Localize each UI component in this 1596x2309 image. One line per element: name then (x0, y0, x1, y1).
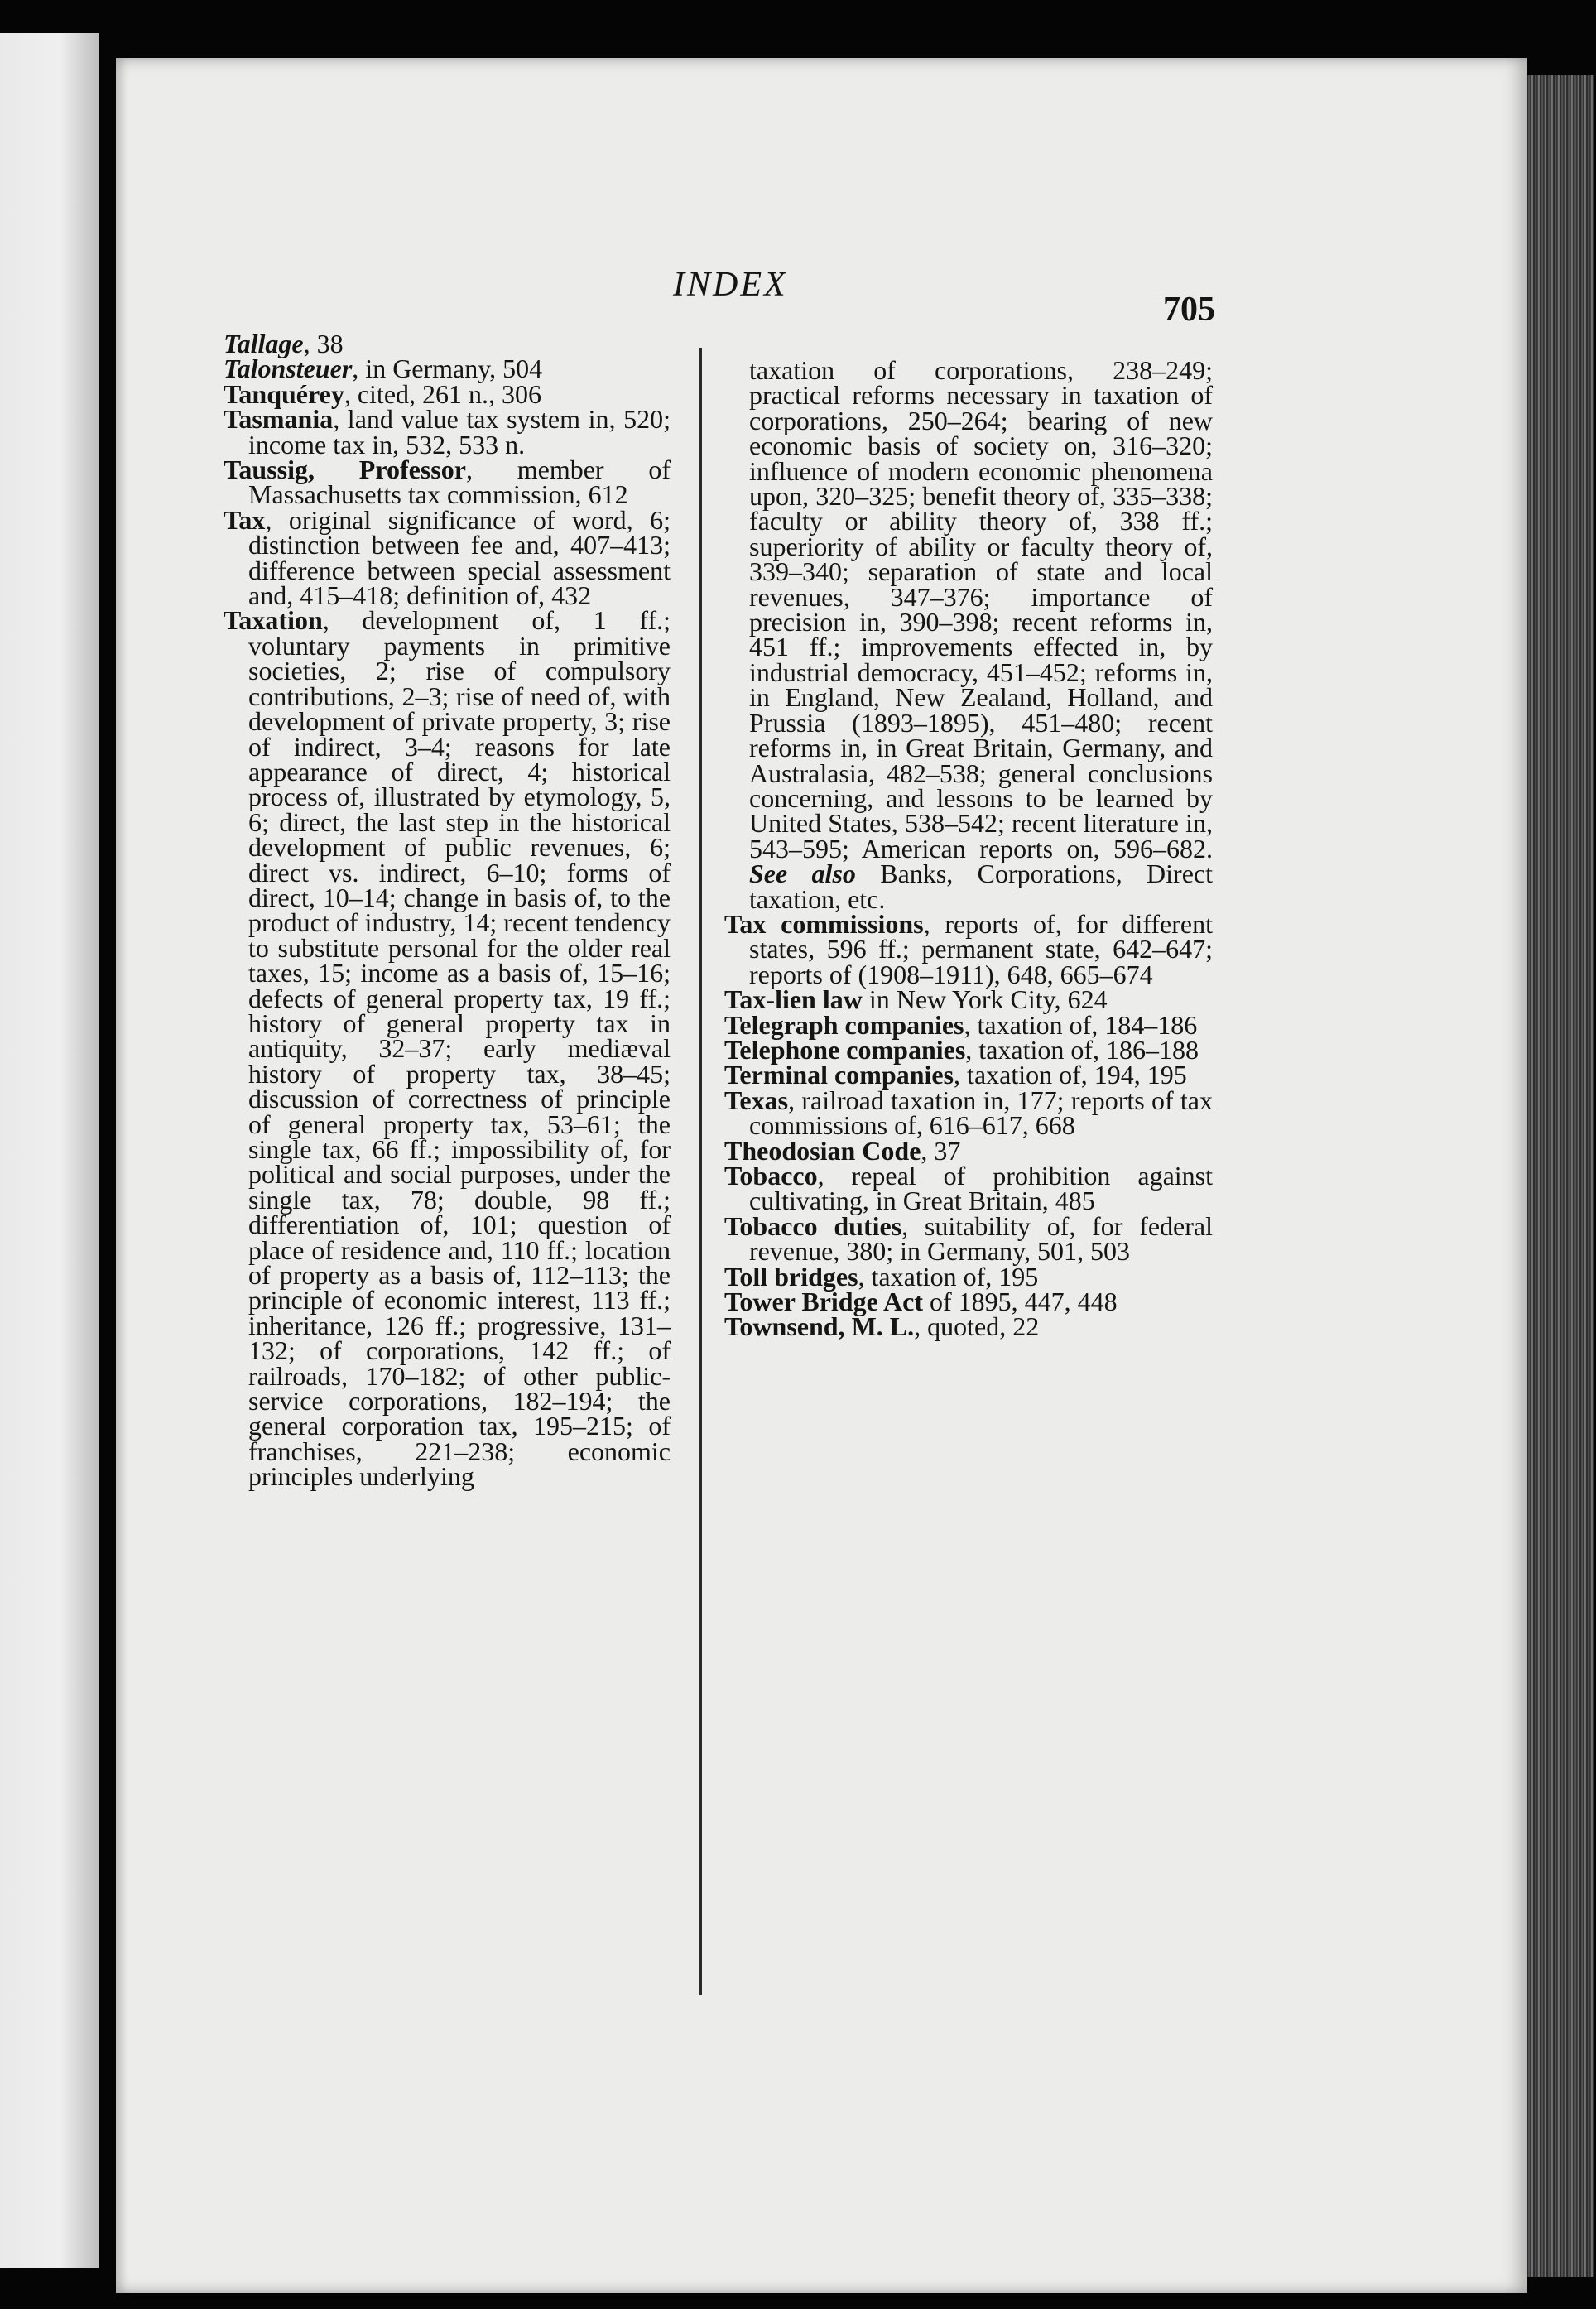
index-term: Taussig, Professor (224, 455, 466, 485)
index-entry (224, 354, 671, 384)
index-locators: , taxation of, 194, 195 (954, 1060, 1187, 1090)
index-term: Tanquérey (224, 378, 344, 409)
index-locators: , development of, 1 ff.; voluntary payments in primitive societies, 2; rise of compulsory contributions, 2–3; rise of need of, with development of private property, 3; rise of indirect, 3–4; reasons for late appearance of direct, 4; historical process of, illustrated by etymology, 5, 6; direct, the last step in the historical development of public revenues, 6; direct vs. indirect, 6–10; forms of direct, 10–14; change in basis of, to the product of industry, 14; recent tendency to substitute personal for the older real taxes, 15; income as a basis of, 15–16; defects of general property tax, 19 ff.; history of general property tax in antiquity, 32–37; early mediæval history of property tax, 38–45; discussion of correctness of principle of general property tax, 53–61; the single tax, 66 ff.; impossibility of, for political and social purposes, under the single tax, 78; double, 98 ff.; differentiation of, 101; question of place of residence and, 110 ff.; location of property as a basis of, 112–113; the principle of economic interest, 113 ff.; inheritance, 126 ff.; progressive, 131–132; of corporations, 142 ff.; of railroads, 170–182; of other public-service corporations, 182–194; the general corporation tax, 195–215; of franchises, 221–238; economic principles underlying (248, 605, 671, 1492)
index-locators: , reports of, for different states, 596 ff.; permanent state, 642–647; reports of (1908–1911), 648, 665–674 (749, 908, 1214, 989)
see-also-label: See also (749, 859, 856, 889)
running-head: INDEX (673, 266, 788, 304)
index-entry (724, 1135, 1213, 1166)
facing-page-edge (0, 33, 99, 2268)
index-locators: , taxation of, 186–188 (965, 1034, 1199, 1065)
index-term: Talonsteuer (224, 354, 353, 384)
index-locators: , cited, 261 n., 306 (344, 378, 542, 409)
index-term: Townsend, M. L. (724, 1311, 915, 1342)
index-entry (724, 1210, 1214, 1267)
index-locators: , in Germany, 504 (352, 354, 543, 384)
index-entry (724, 1261, 1213, 1292)
index-locators: , member of Massachusetts tax commission, 612 (248, 455, 671, 510)
index-locators: , 38 (303, 329, 344, 358)
index-entry (724, 1060, 1213, 1090)
index-locators: , original significance of word, 6; distinction between fee and, 407–413; difference between special assessment and, 415–418; definition of, 432 (248, 504, 671, 611)
see-also-targets: Banks, Corporations, Direct taxation, etc. (749, 859, 1214, 914)
index-entry (724, 1311, 1213, 1342)
index-term: Terminal companies (724, 1060, 954, 1090)
index-locators: of 1895, 447, 448 (922, 1287, 1118, 1317)
index-locators: , land value tax system in, 520; income tax in, 532, 533 n. (248, 404, 671, 459)
index-locators: , taxation of, 184–186 (964, 1009, 1198, 1040)
index-term: Tobacco duties (724, 1210, 902, 1241)
index-term: Toll bridges (724, 1261, 858, 1292)
index-term: Taxation (224, 605, 323, 636)
index-entry (724, 355, 1214, 914)
index-locators: taxation of corporations, 238–249; practical reforms necessary in taxation of corporations, 250–264; bearing of new economic basis of society on, 316–320; influence of modern economic phenomena upon, 320–325; benefit theory of, 335–338; faculty or ability theory of, 338 ff.; superiority of ability or faculty theory of, 339–340; separation of state and local revenues, 347–376; importance of precision in, 390–398; recent reforms in, 451 ff.; improvements effected in, by industrial democracy, 451–452; reforms in, in England, New Zealand, Holland, and Prussia (1893–1895), 451–480; recent reforms in, in Great Britain, Germany, and Australasia, 482–538; general conclusions concerning, and lessons to be learned by United States, 538–542; recent literature in, 543–595; American reports on, 596–682. (749, 355, 1213, 863)
index-locators: , quoted, 22 (914, 1311, 1040, 1342)
index-entry (724, 1287, 1213, 1317)
index-entry (724, 984, 1213, 1015)
index-entry (224, 455, 671, 510)
index-locators: , suitability of, for federal revenue, 380; in Germany, 501, 503 (749, 1210, 1214, 1267)
index-term: Telegraph companies (724, 1009, 964, 1040)
index-term: Tax (224, 504, 266, 535)
index-entry (724, 908, 1214, 989)
index-entry (224, 406, 671, 457)
index-entry (224, 605, 671, 1492)
index-locators: , 37 (921, 1135, 961, 1166)
index-term: Tax commissions (724, 908, 924, 939)
index-entry (724, 1085, 1213, 1141)
index-term: Theodosian Code (724, 1135, 921, 1166)
index-term: Tobacco (724, 1161, 818, 1191)
page-number: 705 (1163, 291, 1215, 329)
page-stack-edges (1527, 75, 1594, 2277)
index-term: Tower Bridge Act (724, 1287, 923, 1317)
index-entry (224, 331, 671, 356)
index-term: Tallage (224, 329, 304, 358)
index-entry (224, 504, 671, 611)
index-column-right (724, 355, 1214, 1342)
index-locators: , repeal of prohibition against cultivating, in Great Britain, 485 (749, 1161, 1213, 1216)
column-rule (699, 348, 702, 1995)
index-locators: , taxation of, 195 (858, 1261, 1039, 1292)
index-locators: , railroad taxation in, 177; reports of tax commissions of, 616–617, 668 (749, 1085, 1213, 1141)
index-term: Telephone companies (724, 1034, 966, 1065)
index-entry (724, 1163, 1213, 1214)
index-term: Texas (724, 1085, 789, 1115)
index-term: Tax-lien law (724, 984, 863, 1015)
index-term: Tasmania (224, 404, 334, 435)
index-entry (724, 1009, 1213, 1040)
index-column-left (224, 329, 671, 1492)
index-locators: in New York City, 624 (862, 984, 1108, 1015)
index-entry (724, 1034, 1213, 1065)
index-entry (224, 378, 671, 409)
